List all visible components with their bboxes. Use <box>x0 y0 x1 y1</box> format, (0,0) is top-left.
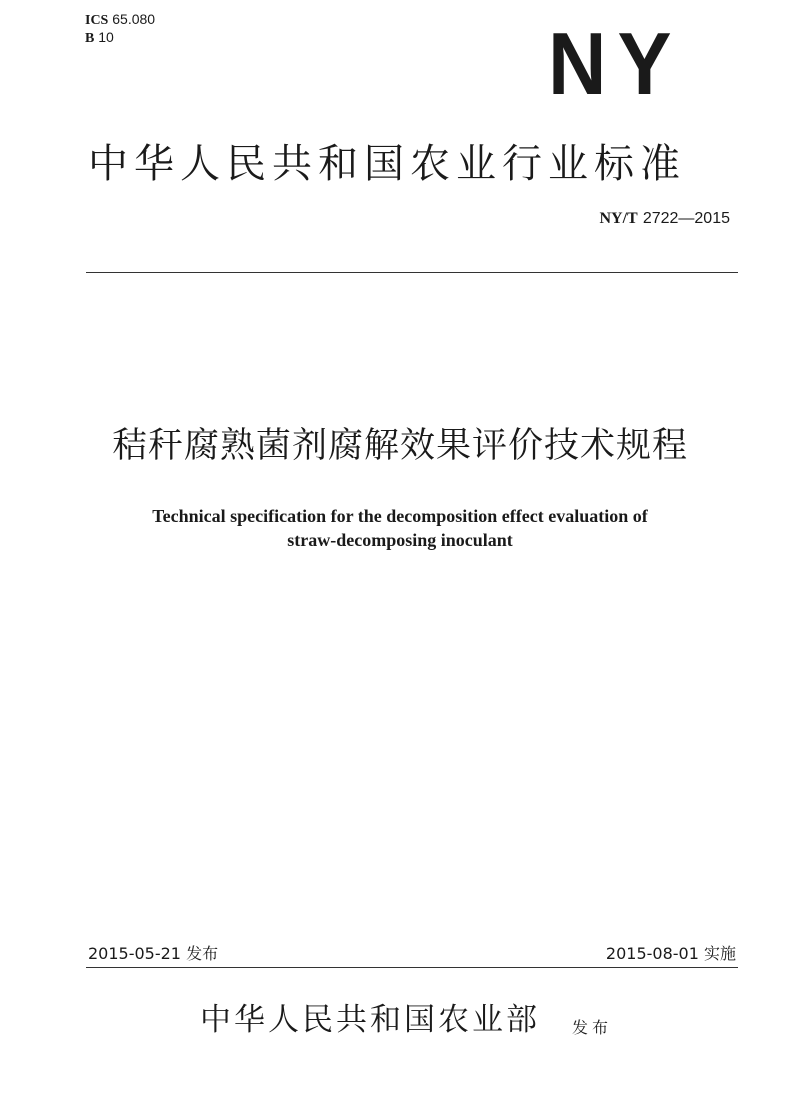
top-divider <box>86 272 738 273</box>
standard-code: NY/T <box>599 210 638 227</box>
ccs-value: 10 <box>98 29 114 45</box>
ccs-label: B <box>85 31 95 46</box>
ny-logo: NY <box>548 14 683 113</box>
title-english-line-2: straw-decomposing inoculant <box>287 530 513 550</box>
issuing-authority: 中华人民共和国农业部 <box>200 1002 540 1038</box>
ics-code <box>85 10 155 30</box>
issue-date: 2015-05-21 发布 <box>88 944 219 963</box>
ics-value: 65.080 <box>112 11 156 27</box>
bottom-divider <box>86 967 738 968</box>
standard-number-value: 2722—2015 <box>642 210 730 227</box>
ics-label: ICS <box>85 13 109 28</box>
document-title-chinese: 秸秆腐熟菌剂腐解效果评价技术规程 <box>111 426 688 466</box>
title-english-line-1: Technical specification for the decomposition effect evaluation of <box>152 506 648 526</box>
document-title-english <box>100 504 700 552</box>
ccs-code <box>85 28 114 48</box>
issuing-action: 发布 <box>572 1018 613 1037</box>
implementation-date: 2015-08-01 实施 <box>605 944 736 963</box>
standard-number <box>599 208 730 229</box>
standard-type-heading: 中华人民共和国农业行业标准 <box>88 141 686 187</box>
